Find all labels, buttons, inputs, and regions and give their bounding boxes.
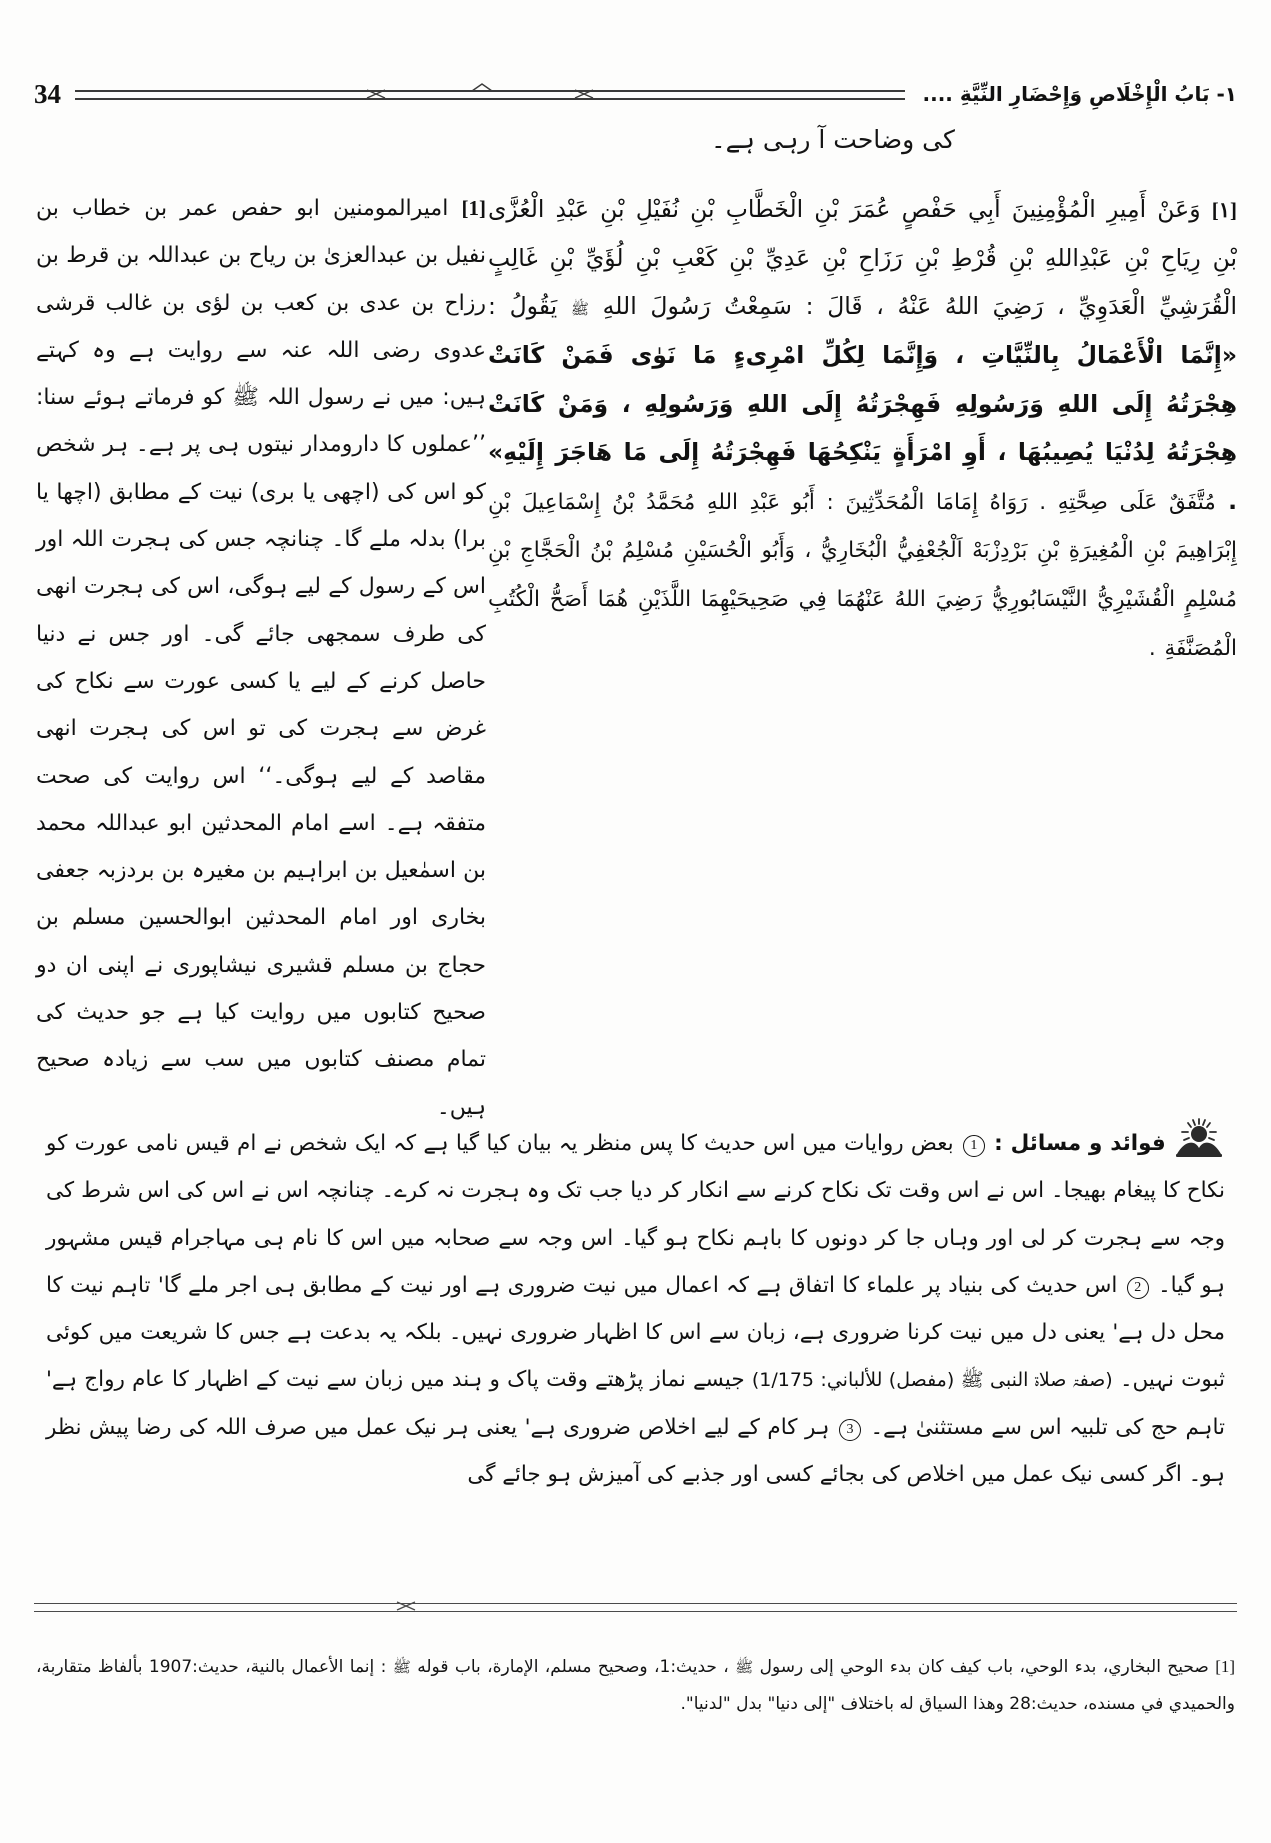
rule-x-marker-right xyxy=(365,83,387,105)
urdu-translation-text: امیرالمومنین ابو حفص عمر بن خطاب بن نفیل بن عبدالعزیٰ بن ریاح بن عبداللہ بن قرط بن رزاح بن عدی بن کعب بن لؤی بن غالب قرشی عدوی رضی اللہ عنہ سے روایت ہے وہ کہتے ہیں: میں نے رسول اللہ ﷺ کو فرماتے ہوئے سنا: ’’عملوں کا دارومدار نیتوں ہی پر ہے۔ ہر شخص کو اس کی (اچھی یا بری) نیت کے مطابق (اچھا یا برا) بدلہ ملے گا۔ چنانچہ جس کی ہجرت اللہ اور اس کے رسول کے لیے ہوگی، اس کی ہجرت انھی کی طرف سمجھی جائے گی۔ اور جس نے دنیا حاصل کرنے کے لیے یا کسی عورت سے نکاح کی غرض سے ہجرت کی تو اس کی ہجرت انھی مقاصد کے لیے ہوگی۔‘‘ اس روایت کی صحت متفقہ ہے۔ اسے امام المحدثین ابو عبداللہ محمد بن اسمٰعیل بن ابراہیم بن مغیرہ بن بردزبہ جعفی بخاری اور امام المحدثین ابوالحسین مسلم بن حجاج بن مسلم قشیری نیشاپوری نے اپنی ان دو صحیح کتابوں میں روایت کیا ہے جو حدیث کی تمام مصنف کتابوں میں سب سے زیادہ صحیح ہیں۔ xyxy=(36,196,486,1120)
arabic-takhrij: مُتَّفَقٌ عَلَى صِحَّتِهِ . رَوَاهُ إِمَامَا الْمُحَدِّثِينَ : أَبُو عَبْدِ اللهِ مُحَمَّدُ بْنُ إِسْمَاعِيلَ بْنِ إِبْرَاهِيمَ بْنِ الْمُغِيرَةِ بْنِ بَرْدِزْبَهْ اَلْجُعْفِيُّ الْبُخَارِيُّ ، وَأَبُو الْحُسَيْنِ مُسْلِمُ بْنُ الْحَجَّاجِ بْنِ مُسْلِمٍ الْقُشَيْرِيُّ النَّيْسَابُورِيُّ رَضِيَ اللهُ عَنْهُمَا فِي صَحِيحَيْهِمَا اللَّذَيْنِ هُمَا أَصَحُّ الْكُتُبِ الْمُصَنَّفَةِ . xyxy=(488,489,1237,661)
fawaid-point-3-number: 3 xyxy=(839,1419,861,1441)
footnote-text-part-3: : إنما الأعمال بالنية، حدیث:1907 بألفاظ متقاربة، والحمیدي في مسنده، حدیث:28 وهذا السياق له باختلاف "إلى دنيا" بدل "لدنيا". xyxy=(36,1657,1235,1715)
chapter-title: ١- بَابُ الْإِخْلَاصِ وَإِحْضَارِ النِّيَّةِ .... xyxy=(922,82,1237,106)
fawaid-point-2-text: اس حدیث کی بنیاد پر علماء کا اتفاق ہے کہ اعمال میں نیت ضروری ہے اور نیت کے مطابق ہی اجر ملے گا' تاہم نیت کا محل دل ہے' یعنی دل میں نیت کرنا ضروری ہے، زبان سے اس کا اظہار ضروری نہیں۔ بلکہ یہ بدعت ہے جس کا شریعت میں کوئی ثبوت نہیں۔ xyxy=(46,1272,1225,1393)
urdu-translation-paragraph xyxy=(36,185,486,1131)
footnote-separator-x-marker xyxy=(395,1598,417,1620)
footnote-sallallahu-icon-2: ﷺ xyxy=(392,1658,411,1676)
arabic-hadith-paragraph xyxy=(488,185,1237,671)
rule-peak-marker-center xyxy=(473,83,495,105)
footnote-sallallahu-icon-1: ﷺ xyxy=(735,1658,754,1676)
sallallahu-alayhi-wasallam-icon: ﷺ xyxy=(570,300,589,319)
fawaid-point-1-text: بعض روایات میں اس حدیث کا پس منظر یہ بیان کیا گیا ہے کہ ایک شخص نے ام قیس نامی عورت کو نکاح کا پیغام بھیجا۔ اس نے اس وقت تک نکاح کرنے سے انکار کر دیا جب تک وہ ہجرت نہ کرے۔ چنانچہ اس نے اس کی اس شرط کی وجہ سے ہجرت کر لی اور وہاں جا کر دونوں کا باہم نکاح ہو گیا۔ اس وجہ سے صحابہ میں اس کا نام ہی مہاجرام قیس مشہور ہو گیا۔ xyxy=(46,1131,1226,1298)
arabic-isnad: وَعَنْ أَمِيرِ الْمُؤْمِنِينَ أَبِي حَفْصٍ عُمَرَ بْنِ الْخَطَّابِ بْنِ نُفَيْلِ بْنِ عَبْدِ الْعُزَّى بْنِ رِيَاحِ بْنِ عَبْدِاللهِ بْنِ قُرْطِ بْنِ رَزَاحِ بْنِ عَدِيِّ بْنِ كَعْبِ بْنِ لُؤَيِّ بْنِ غَالِبٍ الْقُرَشِيِّ الْعَدَوِيِّ ، رَضِيَ اللهُ عَنْهُ ، قَالَ : xyxy=(488,195,1237,321)
page-number: 34 xyxy=(34,78,61,109)
fawaid-citation: (صفۃ صلاۃ النبی ﷺ (مفصل) للألباني: 1/175) xyxy=(751,1369,1113,1392)
continuation-line: کی وضاحت آ رہی ہے۔ xyxy=(711,125,955,154)
footnote-marker: [1] xyxy=(1215,1657,1236,1676)
sun-over-open-book-icon xyxy=(1173,1118,1225,1160)
arabic-samitu: سَمِعْتُ رَسُولَ اللهِ xyxy=(602,292,792,321)
footnote-block xyxy=(36,1648,1235,1724)
fawaid-point-2-continuation: جیسے نماز پڑھتے وقت پاک و ہند میں زبان سے نیت کے اظہار کا عام رواج ہے' تاہم حج کی تلبیہ اس سے مستثنیٰ ہے۔ xyxy=(46,1367,1225,1440)
page-header xyxy=(34,74,1237,114)
fawaid-wa-masail-section xyxy=(46,1118,1225,1498)
urdu-translation-column xyxy=(30,185,486,1120)
fawaid-point-1-number: 1 xyxy=(963,1135,985,1157)
fawaid-point-3-text: ہر کام کے لیے اخلاص ضروری ہے' یعنی ہر نیک عمل میں صرف اللہ کی رضا پیش نظر ہو۔ اگر کسی نیک عمل میں اخلاص کی بجائے کسی اور جذبے کی آمیزش ہو جائے گی xyxy=(46,1414,1225,1488)
arabic-yaqulu: يَقُولُ : xyxy=(488,292,558,321)
fawaid-label: فوائد و مسائل : xyxy=(994,1131,1166,1156)
rule-x-marker-left xyxy=(573,83,595,105)
footnote-text-part-2: ، حدیث:1، وصحیح مسلم، الإمارة، باب قوله xyxy=(417,1657,729,1677)
footnote-text-part-1: صحیح البخاري، بدء الوحي، باب كيف كان بدء الوحي إلى رسول xyxy=(759,1657,1209,1677)
arabic-hadith-matn: «إِنَّمَا الْأَعْمَالُ بِالنِّيَّاتِ ، وَإِنَّمَا لِكُلِّ امْرِىءٍ مَا نَوٰى فَمَنْ كَانَتْ هِجْرَتُهُ إِلَى اللهِ وَرَسُولِهِ فَهِجْرَتُهُ إِلَى اللهِ وَرَسُولِهِ ، وَمَنْ كَانَتْ هِجْرَتُهُ لِدُنْيَا يُصِيبُهَا ، أَوِ امْرَأَةٍ يَنْكِحُهَا فَهِجْرَتُهُ إِلَى مَا هَاجَرَ إِلَيْهِ» . xyxy=(488,340,1237,515)
header-decorative-rule xyxy=(75,83,905,105)
arabic-text-column xyxy=(488,185,1241,945)
fawaid-point-2-number: 2 xyxy=(1127,1277,1149,1299)
arabic-hadith-marker: [١] xyxy=(1211,198,1237,222)
fawaid-body xyxy=(46,1118,1225,1498)
urdu-hadith-marker: [1] xyxy=(461,196,486,220)
hadith-two-column-body xyxy=(30,185,1241,1120)
footnote-separator xyxy=(34,1600,1237,1618)
